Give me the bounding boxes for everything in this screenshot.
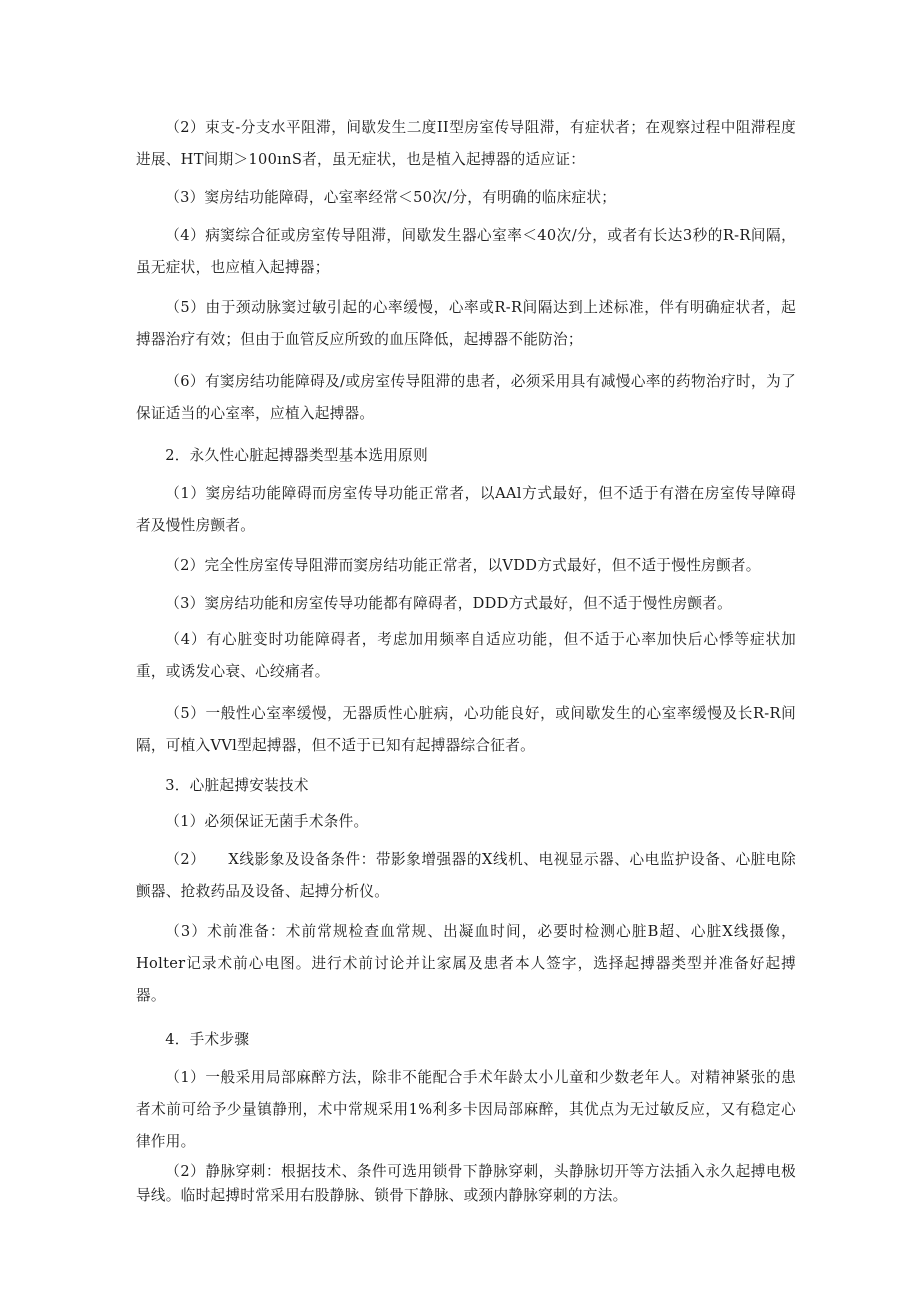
paragraph-vdd-mode: （2）完全性房室传导阻滞而窦房结功能正常者，以VDD方式最好，但不适于慢性房颤者。 [165, 557, 761, 574]
section-heading-3: 3．心脏起搏安装技术 [165, 777, 309, 794]
paragraph-rate-adaptive: （4）有心脏变时功能障碍者，考虑加用频率自适应功能，但不适于心率加快后心悸等症状加重，或诱发心衰、心绞痛者。 [136, 631, 796, 680]
paragraph-drug-therapy: （6）有窦房结功能障碍及/或房室传导阻滞的患者，必须采用具有减慢心率的药物治疗时，为了保证适当的心室率，应植入起搏器。 [136, 373, 796, 422]
paragraph-local-anesthesia: （1）一般采用局部麻醉方法，除非不能配合手术年龄太小儿童和少数老年人。对精神紧张的患者术前可给予少量镇静刑，术中常规采用1%利多卡因局部麻醉，其优点为无过敏反应，又有稳定心律作用。 [136, 1069, 796, 1150]
paragraph-sinus-node-dysfunction: （3）窦房结功能障碍，心室率经常＜50次/分，有明确的临床症状； [165, 189, 617, 206]
paragraph-aai-mode: （1）窦房结功能障碍而房室传导功能正常者，以AAl方式最好，但不适于有潜在房室传导障碍者及慢性房颤者。 [136, 485, 796, 534]
paragraph-carotid-sinus: （5）由于颈动脉窦过敏引起的心率缓慢，心率或R-R间隔达到上述标准，伴有明确症状者，起搏器治疗有效；但由于血管反应所致的血压降低，起搏器不能防治； [136, 299, 796, 348]
paragraph-venous-puncture: （2）静脉穿刺：根据技术、条件可选用锁骨下静脉穿刺，头静脉切开等方法插入永久起搏电极导线。临时起搏时常采用右股静脉、锁骨下静脉、或颈内静脉穿刺的方法。 [136, 1163, 796, 1204]
paragraph-av-block-indication: （2）束支-分支水平阻滞，间歇发生二度II型房室传导阻滞，有症状者；在观察过程中阻滞程度进展、HT间期＞100ınS者，虽无症状，也是植入起搏器的适应证： [136, 119, 796, 168]
paragraph-sterile-conditions: （1）必须保证无菌手术条件。 [165, 813, 369, 830]
paragraph-preoperative-prep: （3）术前准备：术前常规检查血常规、出凝血时间，必要时检测心脏B超、心脏X线摄像，Holter记录术前心电图。进行术前讨论并让家属及患者本人签字，选择起搏器类型并准备好起搏器。 [136, 923, 796, 1004]
paragraph-xray-equipment: （2） X线影象及设备条件：带影象增强器的X线机、电视显示器、心电监护设备、心脏电除颤器、抢救药品及设备、起搏分析仪。 [136, 851, 796, 900]
paragraph-ddd-mode: （3）窦房结功能和房室传导功能都有障碍者，DDD方式最好，但不适于慢性房颤者。 [165, 595, 733, 612]
paragraph-vvi-mode: （5）一般性心室率缓慢，无器质性心脏病，心功能良好，或间歇发生的心室率缓慢及长R-R间隔，可植入VVl型起搏器，但不适于已知有起搏器综合征者。 [136, 705, 796, 754]
section-heading-2: 2．永久性心脏起搏器类型基本选用原则 [165, 447, 428, 464]
paragraph-sick-sinus-syndrome: （4）病窦综合征或房室传导阻滞，间歇发生器心室率＜40次/分，或者有长达3秒的R-R间隔，虽无症状，也应植入起搏器； [136, 227, 796, 276]
section-heading-4: 4．手术步骤 [165, 1031, 250, 1048]
